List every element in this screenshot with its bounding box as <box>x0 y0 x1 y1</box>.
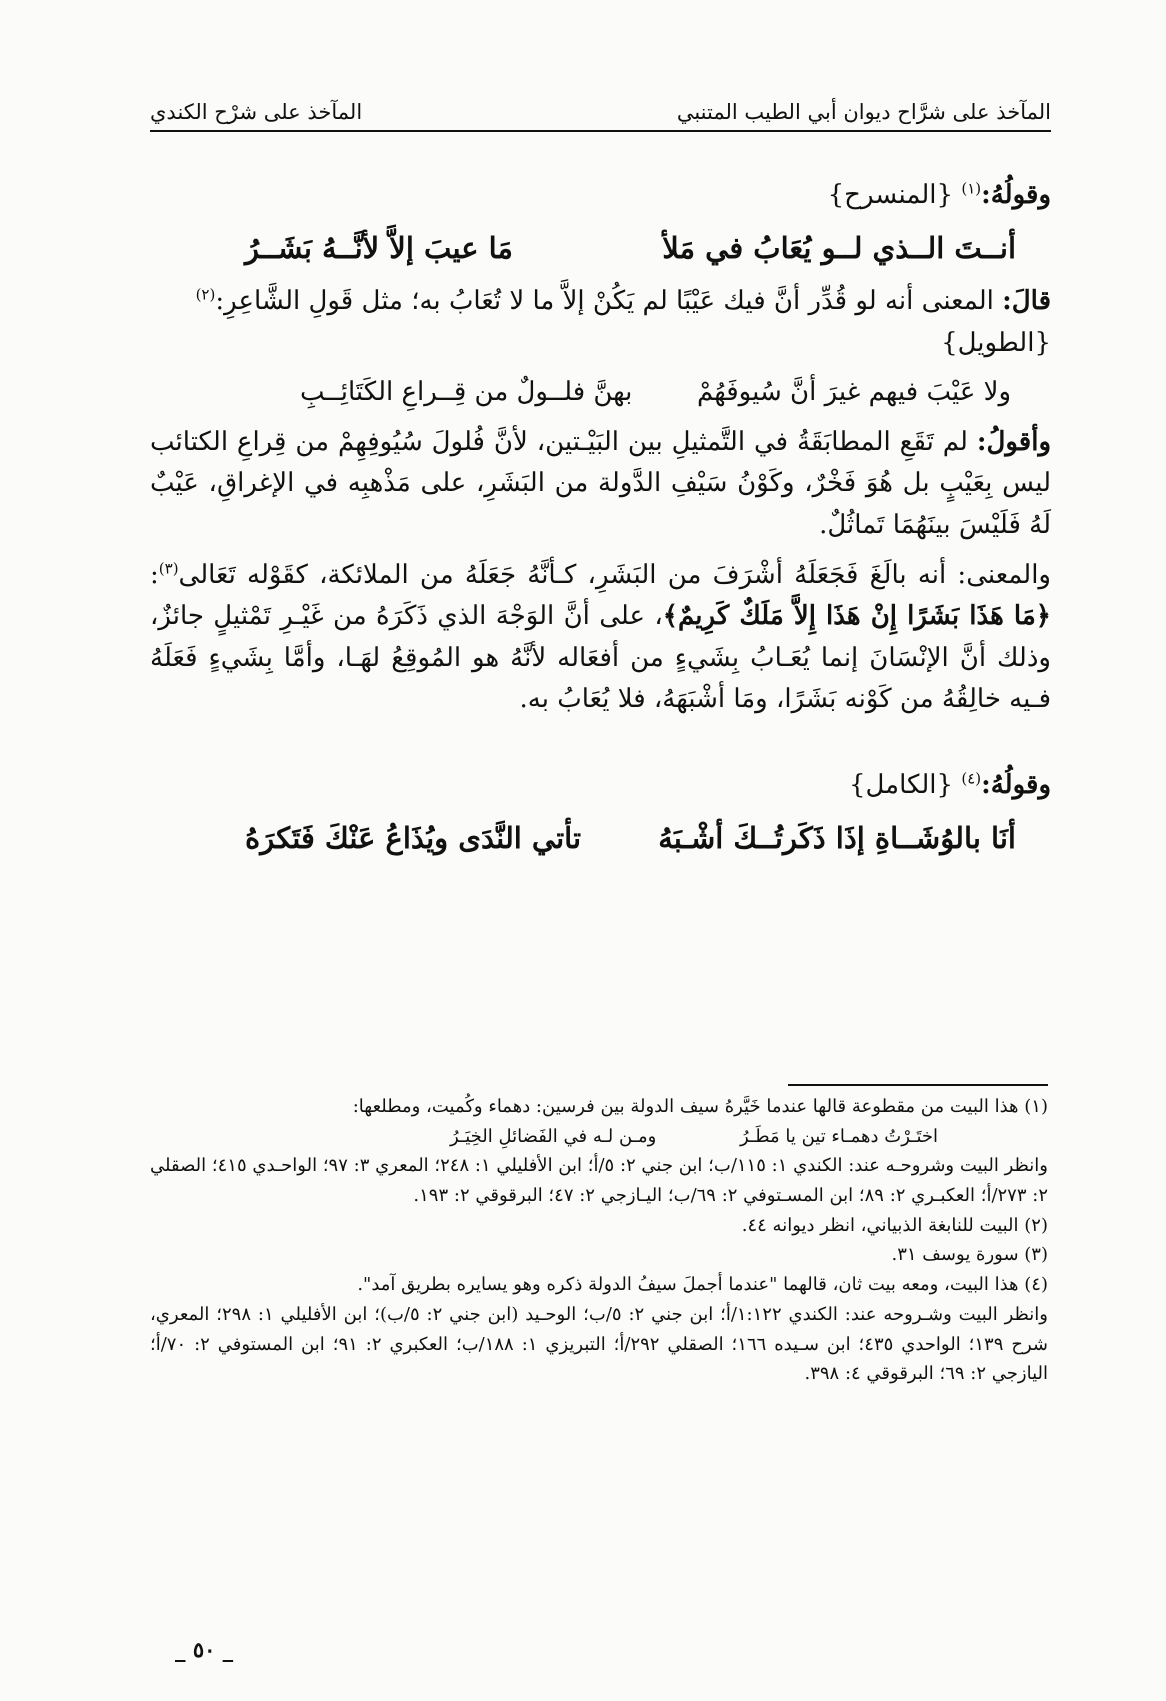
page-number: _ ٥٠ _ <box>175 1637 234 1662</box>
qala-label: قالَ: <box>1002 285 1051 316</box>
verse2-first-hemistich: أنَا بالوُشَــاةِ إذَا ذَكَرتُــكَ أشْـبَهُ <box>658 820 1016 855</box>
meaning-paragraph: والمعنى: أنه بالَغَ فَجَعَلَهُ أشْرَفَ من البَشَرِ، كـأنَّهُ جَعَلَهُ من الملائكة، كقَوْله تَعَالى$^{(٣)}$: ﴿مَا هَذَا بَشَرًا إِنْ هَذَا إِلاَّ مَلَكٌ كَرِيمٌ﴾، على أنَّ الوَجْهَ الذي ذَكَرَهُ من غَيْـرِ تَمْثيلٍ جائزٌ، وذلك أنَّ الإنْسَانَ إنما يُعَـابُ بِشَيءٍ من أفعَاله لأنَّهُ هو المُوقِعُ لهَـا، وأمَّا بِشَيءٍ فَعَلَهُ فـيه خالِقُهُ من كَوْنه بَشَرًا، ومَا أشْبَهَهُ، فلا يُعَابُ به. <box>150 558 1051 715</box>
meaning-text-b: ، على أنَّ الوَجْهَ الذي ذَكَرَهُ من غَيْـرِ تَمْثيلٍ جائزٌ، وذلك أنَّ الإنْسَانَ إنما يُعَـابُ بِشَيءٍ من أفعَاله لأنَّهُ هو المُوقِعُ لهَـا، وأمَّا بِشَيءٍ فَعَلَهُ فـيه خالِقُهُ من كَوْنه بَشَرًا، ومَا أشْبَهَهُ، فلا يُعَابُ به. <box>150 601 1051 715</box>
quote-second-hemistich: بهنَّ فلــولٌ من قِــراعِ الكَتَائِــبِ <box>300 377 633 408</box>
footnote-ref-2[interactable]: (٢) <box>195 285 216 304</box>
header-section-title: المآخذ على شرْح الكندي <box>150 100 363 124</box>
meaning-text-a: والمعنى: أنه بالَغَ فَجَعَلَهُ أشْرَفَ من البَشَرِ، كـأنَّهُ جَعَلَهُ من الملائكة، كقَوْله تَعَالى <box>178 559 1051 590</box>
poem-verse-1 <box>245 225 1016 271</box>
qala-text: المعنى أنه لو قُدِّر أنَّ فيك عَيْبًا لم يَكُنْ إلاَّ ما لا تُعَابُ به؛ مثل قَولِ الشَّاعِرِ: <box>215 285 994 316</box>
meter-label-3: {الكامل} <box>848 769 954 800</box>
footnote-1-verse <box>450 1122 938 1152</box>
fn1-verse-second: ومـن لـه في الفَضائلِ الخِيَـرُ <box>450 1125 657 1147</box>
verse1-intro <box>150 175 1051 217</box>
footnote-3: (٣) سورة يوسف ٣١. <box>891 1244 1048 1266</box>
quran-quote: ﴿مَا هَذَا بَشَرًا إِنْ هَذَا إِلاَّ مَلَكٌ كَرِيمٌ﴾ <box>662 601 1051 632</box>
meter-label-2: {الطويل} <box>941 327 1051 358</box>
footnotes <box>150 1092 1048 1389</box>
intro-label-2: وقولُهُ: <box>981 769 1051 800</box>
intro-label: وقولُهُ: <box>981 180 1051 210</box>
footnote-ref-1[interactable]: (١) <box>961 179 982 198</box>
aqulu-text: لم تَقَعِ المطابَقَةُ في التَّمثيلِ بين البَيْـتين، لأنَّ فُلولَ سُيُوفِهِمْ من قِراعِ الكتائب ليس بِعَيْبٍ بل هُوَ فَخْرٌ، وكَوْنُ سَيْفِ الدَّولة من البَشَرِ، على مَذْهبِه في الإغراقِ، عَيْبٌ لَهُ فَلَيْسَ بينَهُمَا تَماثُلٌ. <box>150 426 1051 540</box>
footnote-1-sources: وانظر البيت وشروحـه عند: الكندي ١: ١١٥/ب؛ ابن جني ٢: ٥/أ؛ ابن الأفليلي ١: ٢٤٨؛ المعري ٣: ٩٧؛ الواحـدي ٤١٥؛ الصقلي ٢: ٢٧٣/أ؛ العكبـري ٢: ٨٩؛ ابن المسـتوفي ٢: ٦٩/ب؛ اليـازجي ٢: ٤٧؛ البرقوقي ٢: ١٩٣. <box>150 1155 1048 1207</box>
footnote-divider <box>788 1084 1048 1086</box>
quote-first-hemistich: ولا عَيْبَ فيهم غيرَ أنَّ سُيوفَهُمْ <box>696 377 1011 408</box>
header-book-title: المآخذ على شرَّاح ديوان أبي الطيب المتنبي <box>676 100 1051 124</box>
main-text <box>150 175 1051 871</box>
quoted-verse <box>300 372 1011 414</box>
footnote-4-sources: وانظر البيت وشـروحه عند: الكندي ١:١٢٢/أ؛ ابن جني ٢: ٥/ب؛ الوحـيد (ابن جني ٢: ٥/ب)؛ ابن الأفليلي ١: ٢٩٨؛ المعري، شرح ١٣٩؛ الواحدي ٤٣٥؛ ابن سـيده ١٦٦؛ الصقلي ٢٩٢/أ؛ التبريزي ١: ١٨٨/ب؛ العكبري ٢: ٩١؛ ابن المستوفي ٢: ٧٠/أ؛ اليازجي ٢: ٦٩؛ البرقوقي ٤: ٣٩٨. <box>150 1303 1048 1385</box>
footnote-ref-4[interactable]: (٤) <box>961 769 982 788</box>
qala-paragraph <box>150 281 1051 364</box>
footnote-ref-3[interactable]: (٣) <box>158 558 179 577</box>
verse-second-hemistich: مَا عيبَ إلاَّ لأنَّــهُ بَشَــرُ <box>245 230 513 265</box>
verse2-second-hemistich: تأتي النَّدَى ويُذَاعُ عَنْكَ فَتَكرَهُ <box>245 820 582 855</box>
aqulu-paragraph <box>150 422 1051 547</box>
footnote-2: (٢) البيت للنابغة الذبياني، انظر ديوانه ٤٤. <box>741 1214 1048 1236</box>
poem-verse-2 <box>245 815 1016 861</box>
footnote-4: (٤) هذا البيت، ومعه بيت ثان، قالهما "عندما أجملَ سيفُ الدولة ذكره وهو يسايره بطريق آمد". <box>357 1274 1048 1296</box>
aqulu-label: وأقولُ: <box>976 426 1052 457</box>
footnote-1: (١) هذا البيت من مقطوعة قالها عندما خَيَّرهُ سيف الدولة بين فرسين: دهماء وكُميت، ومطلعها: <box>352 1096 1048 1117</box>
running-header <box>150 82 1051 132</box>
verse2-intro <box>150 765 1051 807</box>
verse-first-hemistich: أنــتَ الــذي لــو يُعَابُ في مَلأ <box>662 230 1016 265</box>
meter-label: {المنسرح} <box>827 180 954 210</box>
fn1-verse-first: اختَـرْتُ دهمـاء تين يا مَطَـرُ <box>740 1125 938 1147</box>
